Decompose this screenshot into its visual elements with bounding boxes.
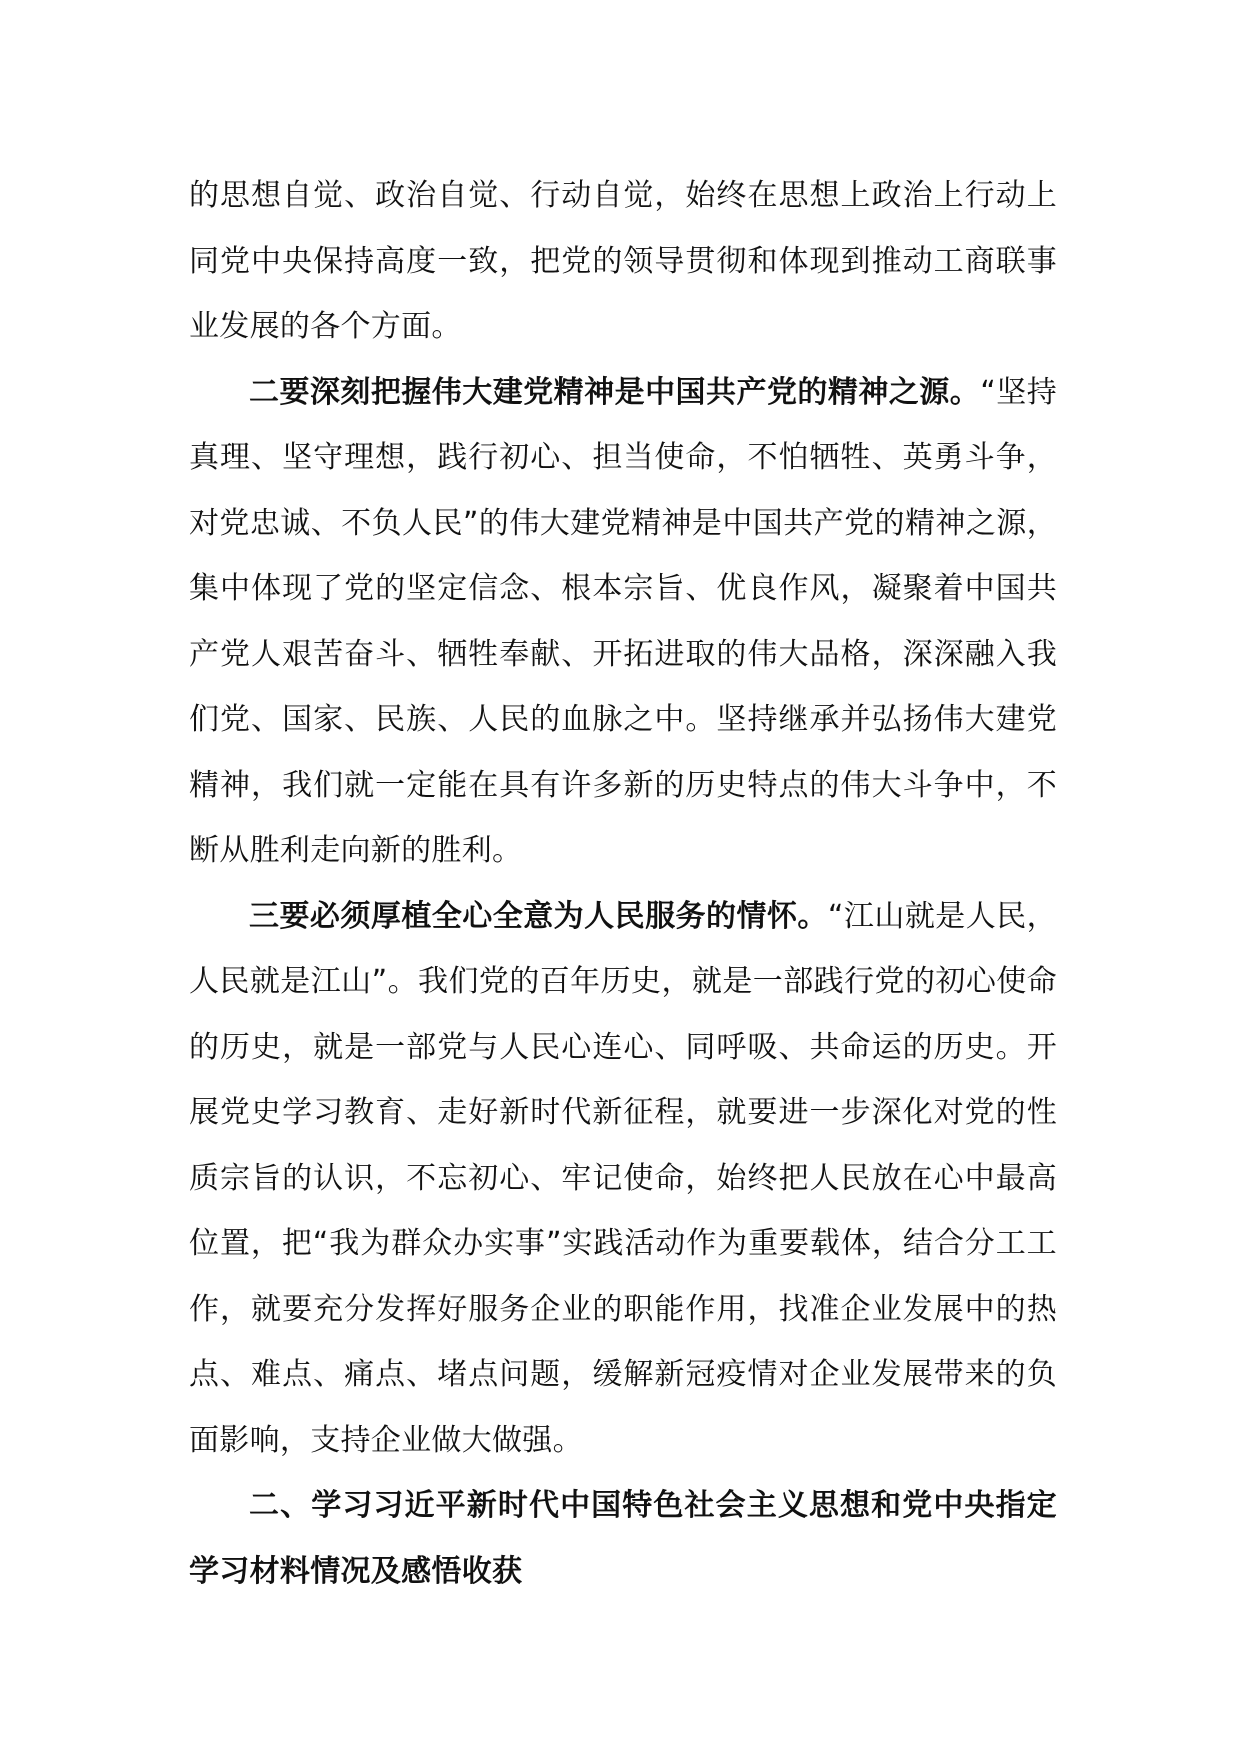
section-heading: 二、学习习近平新时代中国特色社会主义思想和党中央指定学习材料情况及感悟收获 bbox=[189, 1488, 1057, 1589]
paragraph-point-two bbox=[189, 360, 1057, 884]
paragraph-text: 的思想自觉、政治自觉、行动自觉，始终在思想上政治上行动上同党中央保持高度一致，把党的领导贯彻和体现到推动工商联事业发展的各个方面。 bbox=[189, 178, 1057, 344]
paragraph-lead: 二要深刻把握伟大建党精神是中国共产党的精神之源。 bbox=[249, 374, 981, 410]
paragraph-point-three bbox=[189, 884, 1057, 1474]
paragraph-continuation bbox=[189, 163, 1057, 360]
paragraph-text: “江山就是人民，人民就是江山”。我们党的百年历史，就是一部践行党的初心使命的历史，就是一部党与人民心连心、同呼吸、共命运的历史。开展党史学习教育、走好新时代新征程，就要进一步深化对党的性质宗旨的认识，不忘初心、牢记使命，始终把人民放在心中最高位置，把“我为群众办实事”实践活动作为重要载体，结合分工工作，就要充分发挥好服务企业的职能作用，找准企业发展中的热点、难点、痛点、堵点问题，缓解新冠疫情对企业发展带来的负面影响，支持企业做大做强。 bbox=[189, 898, 1057, 1458]
paragraph-text: “坚持真理、坚守理想，践行初心、担当使命，不怕牺牲、英勇斗争，对党忠诚、不负人民”的伟大建党精神是中国共产党的精神之源，集中体现了党的坚定信念、根本宗旨、优良作风，凝聚着中国共产党人艰苦奋斗、牺牲奉献、开拓进取的伟大品格，深深融入我们党、国家、民族、人民的血脉之中。坚持继承并弘扬伟大建党精神，我们就一定能在具有许多新的历史特点的伟大斗争中，不断从胜利走向新的胜利。 bbox=[189, 374, 1057, 868]
paragraph-lead: 三要必须厚植全心全意为人民服务的情怀。 bbox=[249, 898, 828, 934]
document-body bbox=[189, 163, 1057, 1604]
